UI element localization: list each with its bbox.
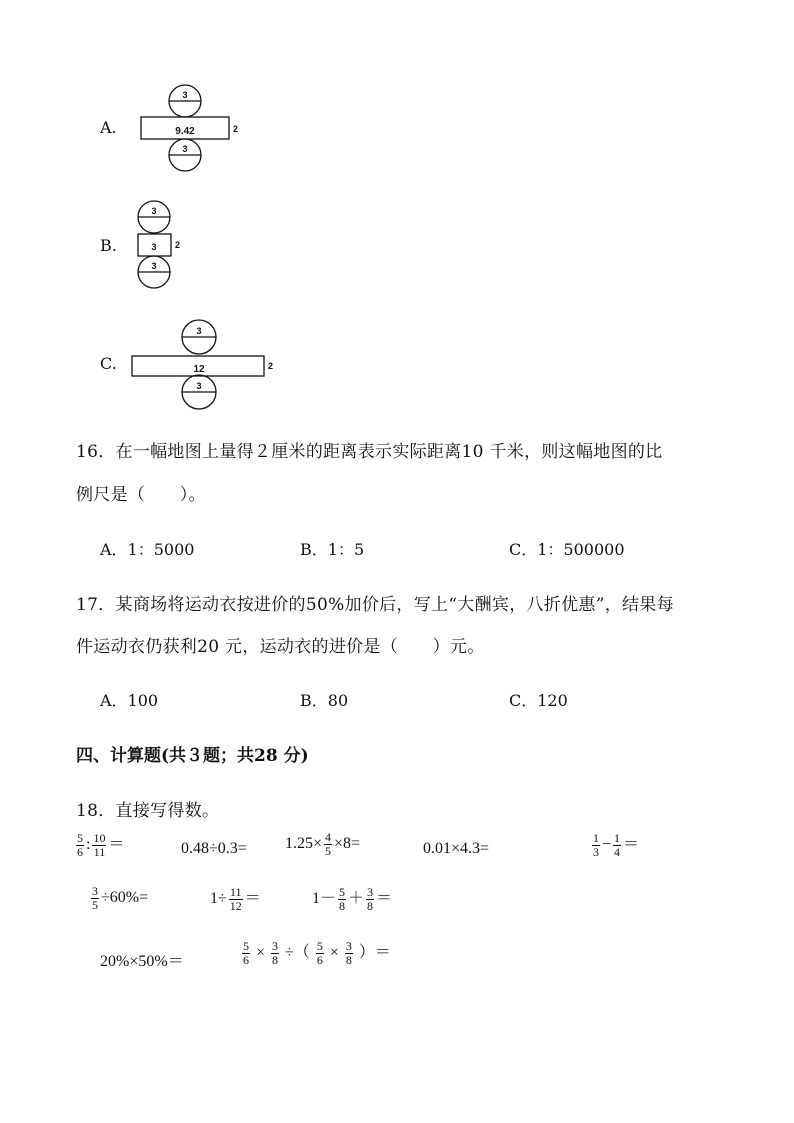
circle-top-label: 3 — [151, 206, 157, 216]
rect-length-label: 3 — [151, 242, 157, 252]
q17-text-line2: 件运动衣仍获利20 元，运动衣的进价是（ ）元。 — [76, 637, 485, 657]
rect-length-label: 9.42 — [175, 126, 195, 137]
q18-title: 18．直接写得数。 — [76, 801, 220, 821]
option-a-label: A. — [100, 118, 117, 137]
calc-expr-1: $\frac{5}{6}$ : $\frac{10}{11}$ ＝ — [77, 830, 125, 859]
calc-expr-5: $\frac{1}{3}$ − $\frac{1}{4}$ ＝ — [593, 830, 640, 859]
option-b-net-figure — [133, 200, 193, 296]
q16-text-line1: 16．在一幅地图上量得２厘米的距离表示实际距离10 千米，则这幅地图的比 — [76, 442, 663, 462]
q16-option-c[interactable]: C．1：500000 — [509, 540, 625, 559]
calc-expr-7: 1÷ $\frac{11}{12}$ ＝ — [210, 884, 261, 913]
q16-option-b[interactable]: B．1：5 — [300, 540, 365, 559]
q17-option-c[interactable]: C．120 — [509, 691, 568, 710]
q17-text-line1: 17．某商场将运动衣按进价的50%加价后，写上“大酬宾，八折优惠”，结果每 — [76, 595, 674, 615]
section-heading: 四、计算题(共３题；共28 分) — [76, 746, 309, 766]
calc-expr-10: $\frac{5}{6}$ × $\frac{3}{8}$ ÷（ $\frac{5}{6}$ × $\frac{3}{8}$ ）＝ — [243, 938, 391, 967]
calc-expr-2: 0.48÷0.3= — [181, 840, 247, 857]
circle-top-label: 3 — [196, 326, 202, 336]
rect-length-label: 12 — [193, 364, 205, 375]
calc-expr-4: 0.01×4.3= — [423, 840, 490, 857]
q16-text-line2: 例尺是（ ）。 — [76, 485, 206, 505]
circle-top-label: 3 — [182, 90, 188, 100]
rect-width-label: 2 — [175, 240, 181, 250]
option-c-net-figure — [128, 318, 280, 414]
calc-expr-3: 1.25× $\frac{4}{5}$ ×8= — [285, 830, 361, 858]
calc-expr-8: 1－ $\frac{5}{8}$ ＋ $\frac{3}{8}$ ＝ — [312, 884, 393, 913]
q16-option-a[interactable]: A．1：5000 — [100, 540, 195, 559]
rect-width-label: 2 — [233, 124, 239, 134]
q17-option-b[interactable]: B．80 — [300, 691, 349, 710]
circle-bottom-label: 3 — [196, 381, 202, 391]
option-b-label: B. — [100, 236, 117, 255]
option-c-label: C. — [100, 354, 117, 373]
circle-bottom-label: 3 — [151, 261, 157, 271]
circle-bottom-label: 3 — [182, 144, 188, 154]
q17-option-a[interactable]: A．100 — [100, 691, 159, 710]
option-a-net-figure — [135, 84, 245, 174]
calc-expr-9: 20%×50%＝ — [100, 953, 184, 970]
rect-width-label: 2 — [268, 361, 274, 371]
calc-expr-6: $\frac{3}{5}$ ÷60%= — [92, 884, 149, 912]
